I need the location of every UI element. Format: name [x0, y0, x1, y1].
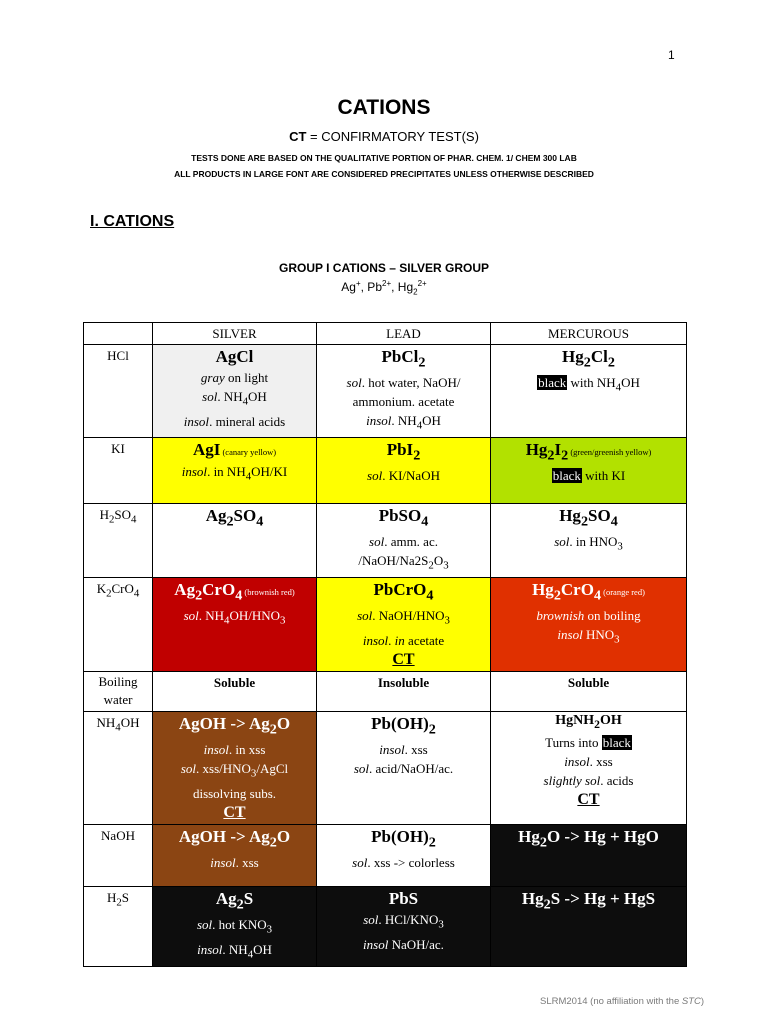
- note-lab-basis: TESTS DONE ARE BASED ON THE QUALITATIVE PORTION OF PHAR. CHEM. 1/ CHEM 300 LAB: [191, 153, 577, 163]
- silver-cell: $Ag_2CrO_4$ (brownish red) sol. $NH_4OH/HNO_3$: [153, 577, 317, 671]
- group-title: GROUP I CATIONS – SILVER GROUP: [278, 261, 490, 275]
- mercurous-cell: Soluble: [491, 671, 687, 711]
- mercurous-cell: $Hg_2SO_4$ sol. in $HNO_3$: [491, 503, 687, 577]
- footer-note: SLRM2014 (no affiliation with the STC): [540, 996, 705, 1007]
- lead-cell: PbCrO$_4$ sol. NaOH/$HNO_3$ insol. in acetate CT: [317, 577, 491, 671]
- lead-cell: PbSO$_4$ sol. amm. ac. $/NaOH/Na2S_2O_3$: [317, 503, 491, 577]
- silver-cell: Soluble: [153, 671, 317, 711]
- confirmatory-test-mark: CT: [223, 803, 246, 821]
- reagent-label: Boiling water: [84, 671, 153, 711]
- reagent-label: NaOH: [84, 824, 153, 886]
- cation-table: [83, 322, 687, 967]
- header-corner: [84, 323, 153, 345]
- table-row: [84, 437, 687, 503]
- section-heading: I. CATIONS: [90, 213, 175, 230]
- mercurous-cell: $Hg_2O -> Hg$ + HgO: [491, 824, 687, 886]
- ct-definition: [0, 129, 768, 144]
- mercurous-cell: $Hg_2Cl_2$ black with $NH_4OH$: [491, 345, 687, 438]
- table-header-row: [84, 323, 687, 345]
- reagent-label: KI: [84, 437, 153, 503]
- header-mercurous: MERCUROUS: [491, 323, 687, 345]
- page-title: CATIONS: [337, 96, 431, 119]
- table-row: [84, 577, 687, 671]
- table-row: [84, 824, 687, 886]
- silver-cell: $Ag_2SO_4$: [153, 503, 317, 577]
- silver-cell: AgI (canary yellow) insol. in $NH_4OH/KI$: [153, 437, 317, 503]
- black-highlight: black: [552, 468, 581, 484]
- lead-cell: $Pb(OH)_2$ sol. xss -> colorless: [317, 824, 491, 886]
- mercurous-cell: $Hg_2CrO_4$ (orange red) brownish on boiling insol $HNO_3$: [491, 577, 687, 671]
- reagent-label: $H_2S$: [84, 886, 153, 966]
- lead-cell: PbS sol. HCl/$KNO_3$ insol NaOH/ac.: [317, 886, 491, 966]
- table-row: [84, 886, 687, 966]
- confirmatory-test-mark: CT: [392, 650, 415, 668]
- reagent-label: HCl: [84, 345, 153, 438]
- ct-meaning: = CONFIRMATORY TEST(S): [306, 129, 479, 144]
- table-row: [84, 671, 687, 711]
- reagent-label: $H_2SO_4$: [84, 503, 153, 577]
- table-row: [84, 345, 687, 438]
- table-row: [84, 503, 687, 577]
- silver-cell: $Ag_2S$ sol. hot $KNO_3$ insol. $NH_4OH$: [153, 886, 317, 966]
- table-row: [84, 711, 687, 824]
- silver-cell: AgCl gray on light sol. $NH_4OH$ insol. mineral acids: [153, 345, 317, 438]
- mercurous-cell: $Hg_2I_2$ (green/greenish yellow) black with KI: [491, 437, 687, 503]
- ct-abbreviation: CT: [289, 129, 307, 144]
- black-highlight: black: [538, 375, 567, 391]
- silver-cell: AgOH -> $Ag_2O$ insol. in xss sol. xss/$HNO_3$/AgCl dissolving subs. CT: [153, 711, 317, 824]
- note-precipitates: ALL PRODUCTS IN LARGE FONT ARE CONSIDERED PRECIPITATES UNLESS OTHERWISE DESCRIBED: [174, 169, 594, 179]
- mercurous-cell: HgNH$_2$OH Turns into black insol. xss slightly sol. acids CT: [491, 711, 687, 824]
- lead-cell: Insoluble: [317, 671, 491, 711]
- lead-cell: PbCl$_2$ sol. hot water, NaOH/ ammonium. acetate insol. $NH_4OH$: [317, 345, 491, 438]
- lead-cell: PbI$_2$ sol. KI/NaOH: [317, 437, 491, 503]
- black-highlight: black: [602, 734, 631, 750]
- reagent-label: $NH_4OH$: [84, 711, 153, 824]
- reagent-label: $K_2CrO_4$: [84, 577, 153, 671]
- confirmatory-test-mark: CT: [577, 790, 600, 808]
- group-ions: Ag+, $Pb^{2+}$, $Hg_2^{2+}$: [341, 279, 427, 297]
- mercurous-cell: $Hg_2S -> Hg$ + HgS: [491, 886, 687, 966]
- header-silver: SILVER: [153, 323, 317, 345]
- silver-cell: AgOH -> $Ag_2O$ insol. xss: [153, 824, 317, 886]
- page-number: 1: [668, 48, 675, 62]
- lead-cell: $Pb(OH)_2$ insol. xss sol. acid/NaOH/ac.: [317, 711, 491, 824]
- header-lead: LEAD: [317, 323, 491, 345]
